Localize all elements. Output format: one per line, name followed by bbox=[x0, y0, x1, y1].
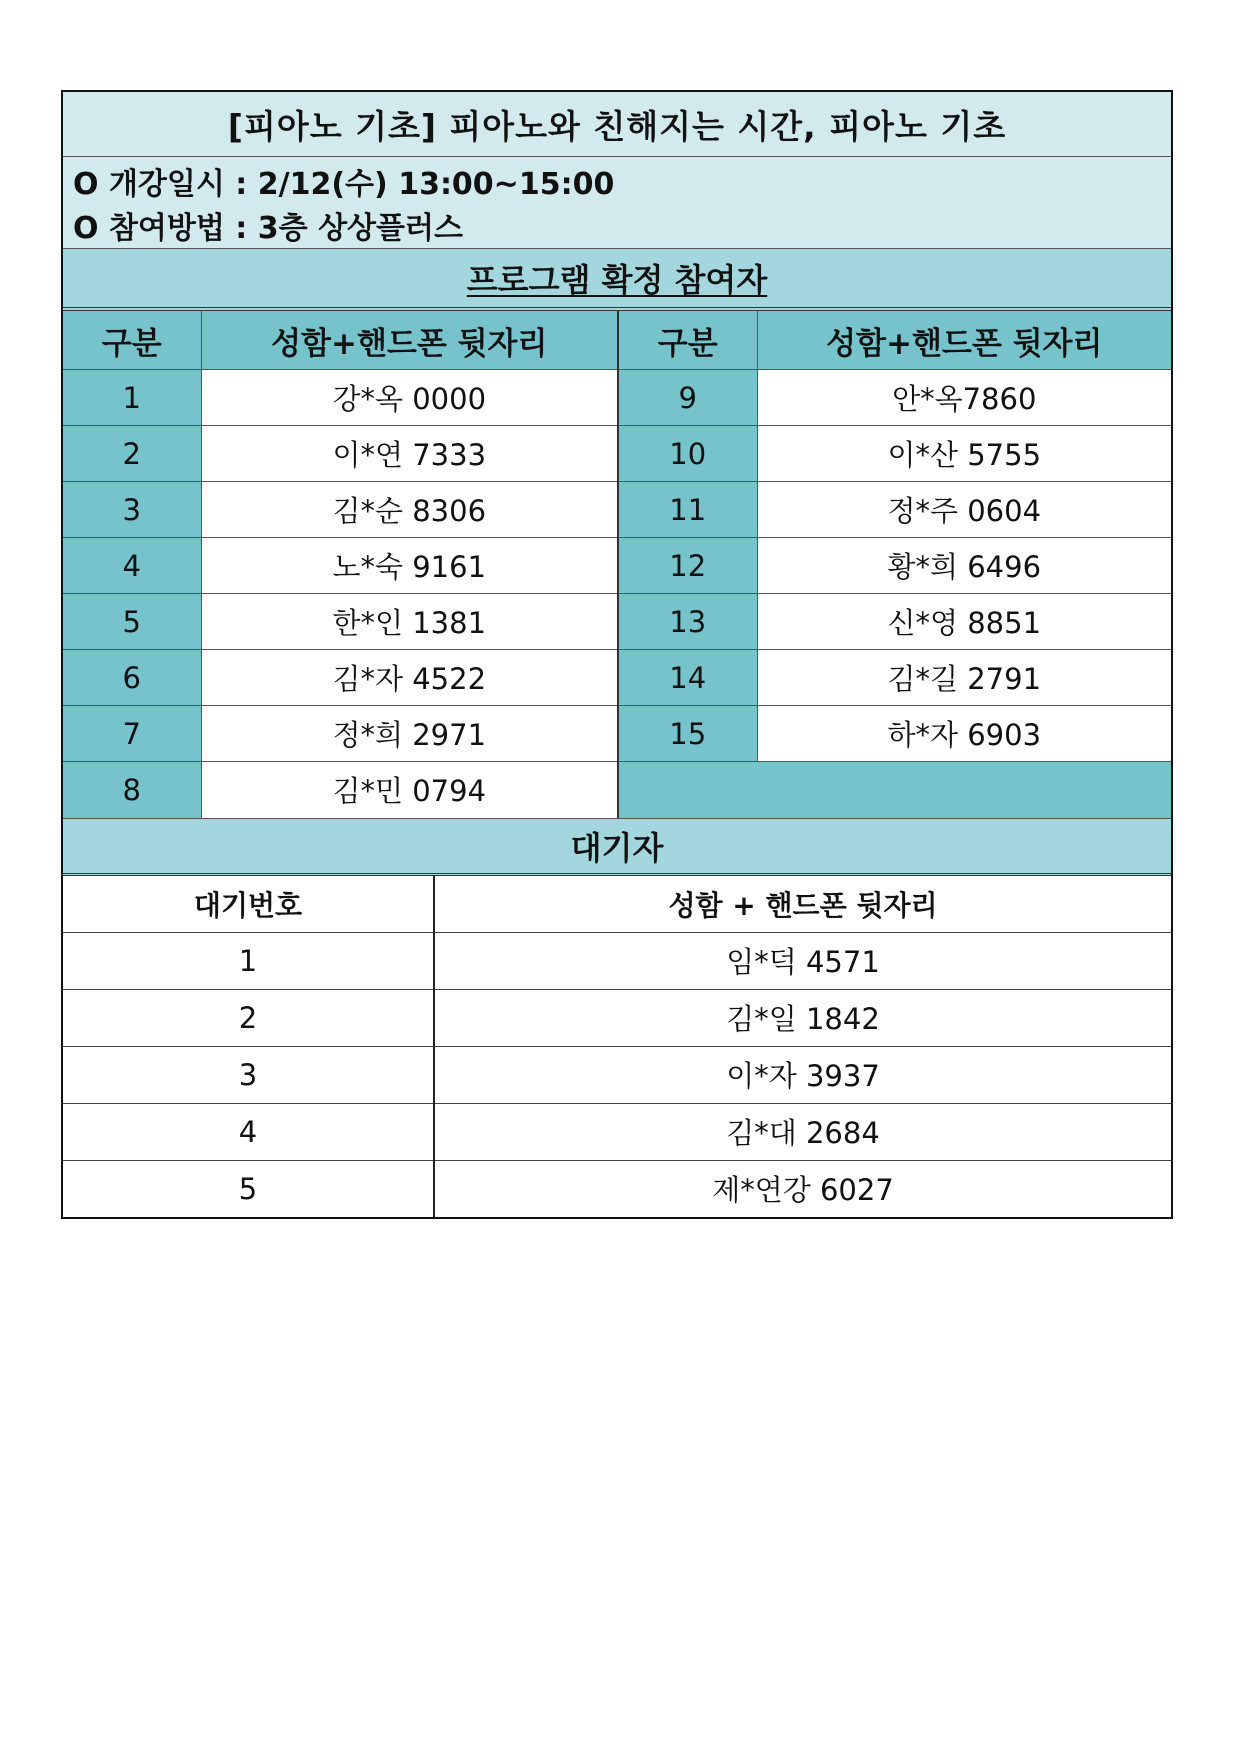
participant-name: 김*일 1842 bbox=[434, 989, 1171, 1046]
table-row bbox=[63, 594, 1171, 650]
program-document bbox=[61, 90, 1173, 1219]
row-number: 12 bbox=[618, 538, 757, 594]
wait-number: 5 bbox=[63, 1160, 434, 1217]
waitlist-section-heading: 대기자 bbox=[63, 818, 1171, 876]
participant-name: 이*산 5755 bbox=[757, 426, 1171, 482]
participant-name: 정*주 0604 bbox=[757, 482, 1171, 538]
column-header-name: 성함+핸드폰 뒷자리 bbox=[201, 311, 618, 370]
info-block bbox=[63, 157, 1171, 249]
row-number: 13 bbox=[618, 594, 757, 650]
participant-name: 김*길 2791 bbox=[757, 650, 1171, 706]
column-header-no: 구분 bbox=[63, 311, 201, 370]
participant-name: 제*연강 6027 bbox=[434, 1160, 1171, 1217]
confirmed-heading-text: 프로그램 확정 참여자 bbox=[466, 261, 768, 299]
info-key: O 참여방법 : bbox=[73, 211, 258, 246]
document-title: [피아노 기초] 피아노와 친해지는 시간, 피아노 기초 bbox=[63, 92, 1171, 157]
table-row bbox=[63, 989, 1171, 1046]
row-number: 10 bbox=[618, 426, 757, 482]
row-number: 15 bbox=[618, 706, 757, 762]
table-row bbox=[63, 370, 1171, 426]
participant-name: 신*영 8851 bbox=[757, 594, 1171, 650]
participant-name: 김*순 8306 bbox=[201, 482, 618, 538]
row-number: 8 bbox=[63, 762, 201, 818]
participant-name: 김*대 2684 bbox=[434, 1103, 1171, 1160]
info-value: 3층 상상플러스 bbox=[257, 211, 463, 246]
column-header-no: 구분 bbox=[618, 311, 757, 370]
column-header-name: 성함 + 핸드폰 뒷자리 bbox=[434, 876, 1171, 933]
info-value: 2/12(수) 13:00~15:00 bbox=[257, 167, 615, 202]
table-row bbox=[63, 1103, 1171, 1160]
empty-cell bbox=[618, 762, 1171, 818]
row-number: 7 bbox=[63, 706, 201, 762]
table-row bbox=[63, 762, 1171, 818]
row-number: 11 bbox=[618, 482, 757, 538]
participant-name: 강*옥 0000 bbox=[201, 370, 618, 426]
wait-number: 2 bbox=[63, 989, 434, 1046]
row-number: 2 bbox=[63, 426, 201, 482]
participant-name: 하*자 6903 bbox=[757, 706, 1171, 762]
table-header-row bbox=[63, 876, 1171, 933]
participant-name: 이*자 3937 bbox=[434, 1046, 1171, 1103]
confirmed-table bbox=[63, 311, 1171, 818]
column-header-name: 성함+핸드폰 뒷자리 bbox=[757, 311, 1171, 370]
table-row bbox=[63, 538, 1171, 594]
participant-name: 한*인 1381 bbox=[201, 594, 618, 650]
row-number: 3 bbox=[63, 482, 201, 538]
column-header-wait-no: 대기번호 bbox=[63, 876, 434, 933]
row-number: 1 bbox=[63, 370, 201, 426]
participant-name: 노*숙 9161 bbox=[201, 538, 618, 594]
participant-name: 정*희 2971 bbox=[201, 706, 618, 762]
waitlist-table bbox=[63, 876, 1171, 1217]
wait-number: 3 bbox=[63, 1046, 434, 1103]
participant-name: 임*덕 4571 bbox=[434, 932, 1171, 989]
info-row-schedule bbox=[73, 163, 1171, 207]
confirmed-section-heading bbox=[63, 249, 1171, 311]
participant-name: 김*민 0794 bbox=[201, 762, 618, 818]
table-row bbox=[63, 706, 1171, 762]
participant-name: 안*옥7860 bbox=[757, 370, 1171, 426]
info-key: O 개강일시 : bbox=[73, 167, 258, 202]
info-row-location bbox=[73, 207, 1171, 251]
table-row bbox=[63, 1160, 1171, 1217]
table-row bbox=[63, 932, 1171, 989]
table-row bbox=[63, 650, 1171, 706]
row-number: 4 bbox=[63, 538, 201, 594]
participant-name: 황*희 6496 bbox=[757, 538, 1171, 594]
table-header-row bbox=[63, 311, 1171, 370]
row-number: 6 bbox=[63, 650, 201, 706]
row-number: 5 bbox=[63, 594, 201, 650]
table-row bbox=[63, 482, 1171, 538]
wait-number: 4 bbox=[63, 1103, 434, 1160]
table-row bbox=[63, 1046, 1171, 1103]
participant-name: 김*자 4522 bbox=[201, 650, 618, 706]
row-number: 14 bbox=[618, 650, 757, 706]
row-number: 9 bbox=[618, 370, 757, 426]
wait-number: 1 bbox=[63, 932, 434, 989]
participant-name: 이*연 7333 bbox=[201, 426, 618, 482]
table-row bbox=[63, 426, 1171, 482]
